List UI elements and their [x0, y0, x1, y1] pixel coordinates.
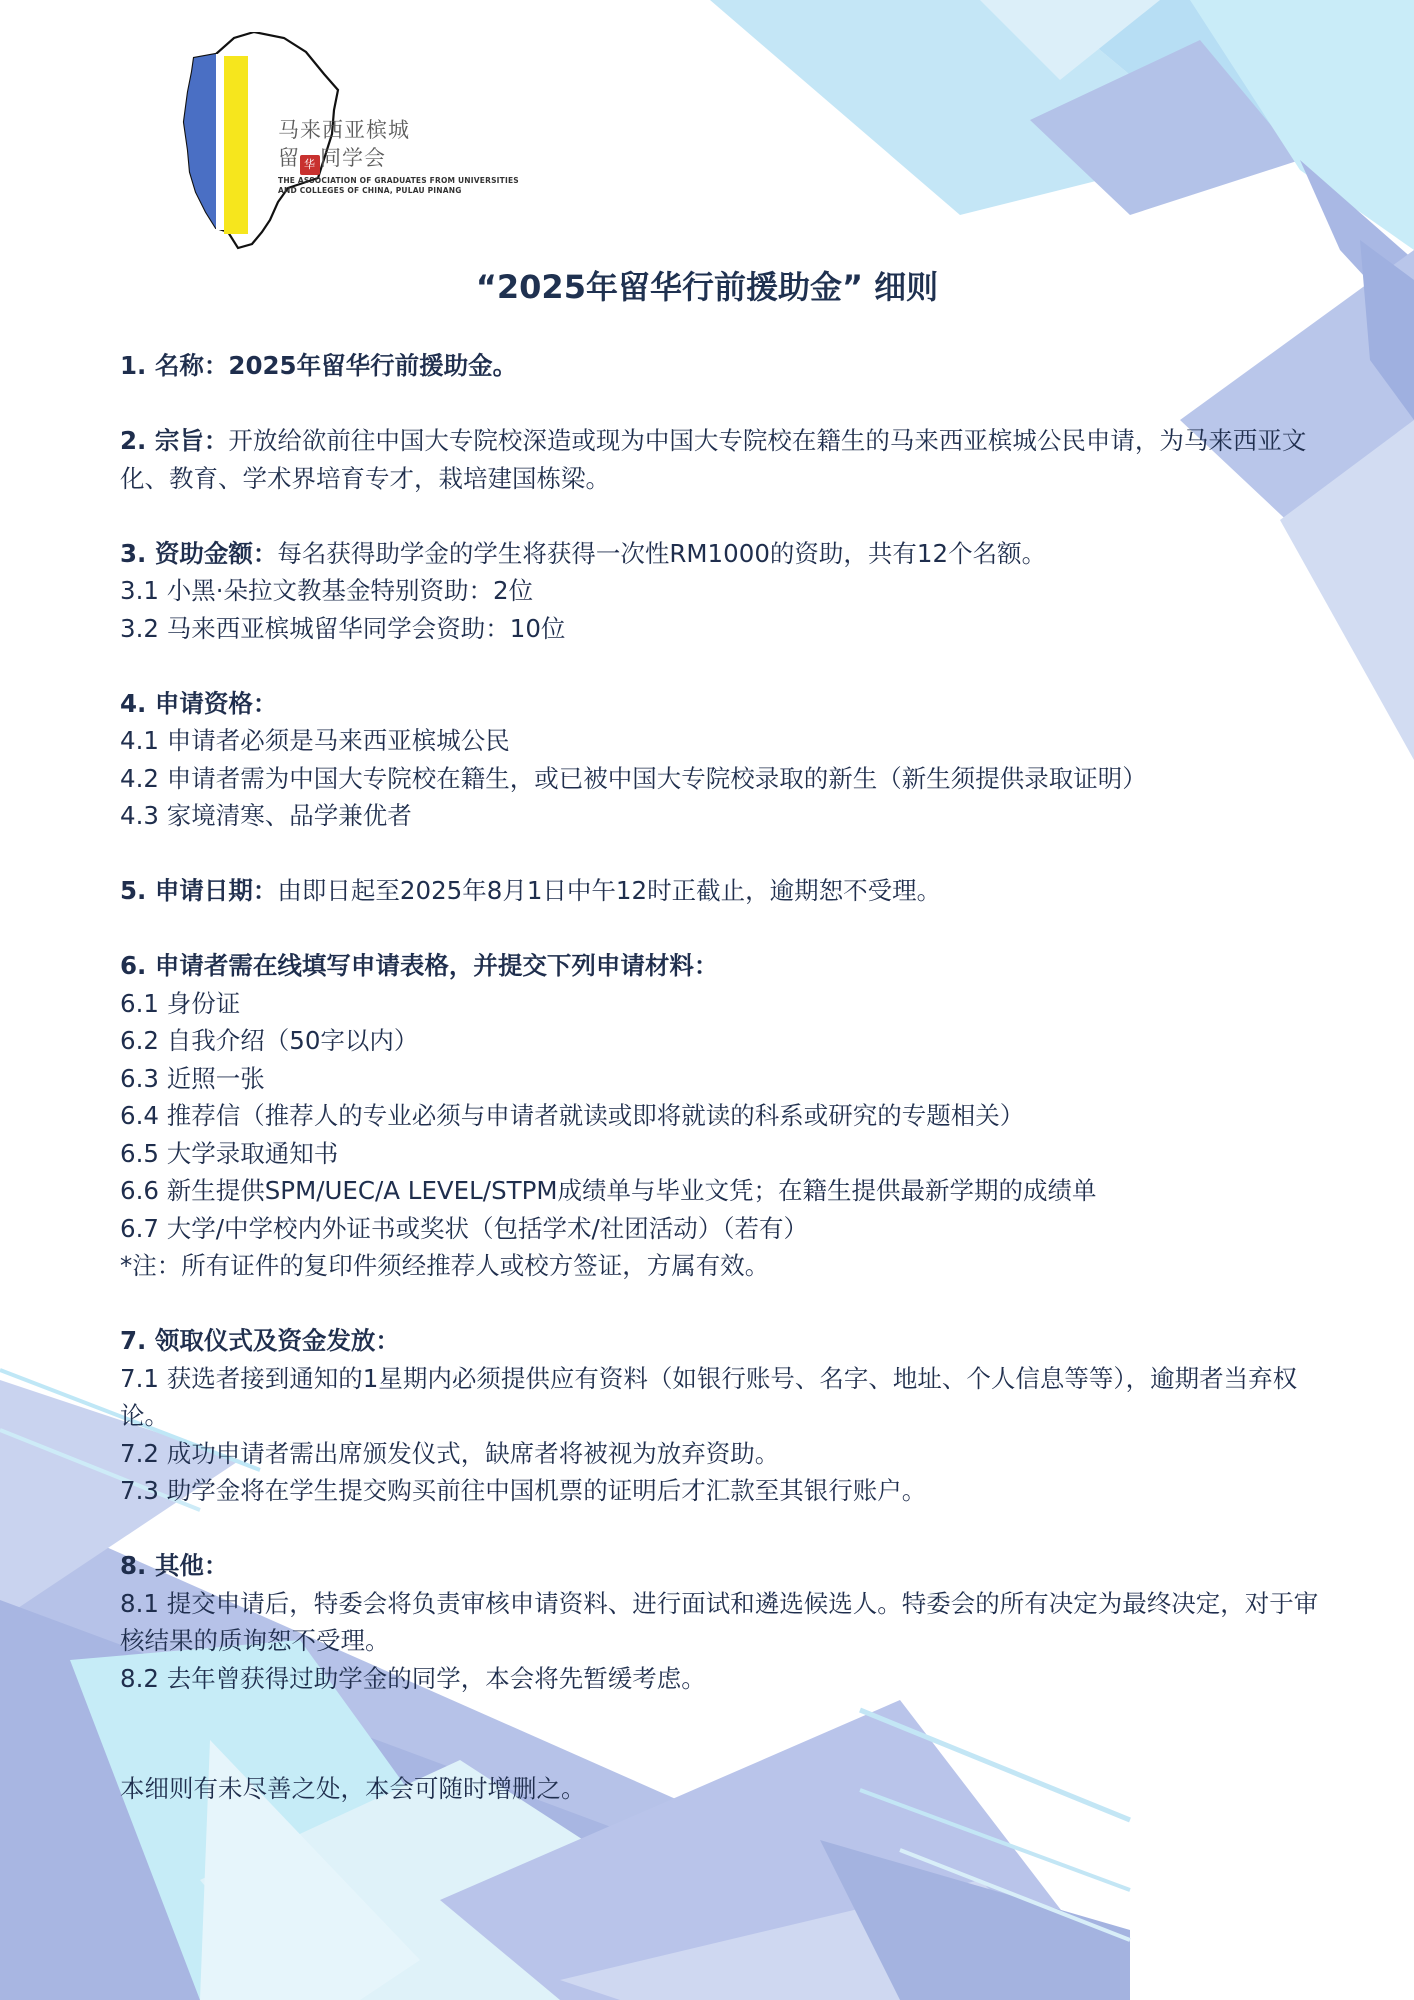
list-item: 8.2 去年曾获得过助学金的同学，本会将先暂缓考虑。 — [120, 1663, 706, 1693]
section-4 — [120, 685, 1330, 723]
list-item: 6.1 身份证 — [120, 988, 241, 1018]
section-heading: 4. 申请资格： — [120, 688, 278, 718]
list-item: 7.3 助学金将在学生提交购买前往中国机票的证明后才汇款至其银行账户。 — [120, 1476, 927, 1505]
section-heading: 7. 领取仪式及资金发放： — [120, 1326, 400, 1355]
logo-name-en-line2: AND COLLEGES OF CHINA, PULAU PINANG — [278, 186, 462, 195]
section-7 — [120, 1322, 1330, 1360]
list-item: 7.2 成功申请者需出席颁发仪式，缺席者将被视为放弃资助。 — [120, 1438, 780, 1468]
section-heading: 6. 申请者需在线填写申请表格，并提交下列申请材料： — [120, 951, 719, 980]
list-item: 6.6 新生提供SPM/UEC/A LEVEL/STPM成绩单与毕业文凭；在籍生提供最新学期的成绩单 — [120, 1176, 1097, 1205]
list-item: 3.1 小黑·朵拉文教基金特别资助：2位 — [120, 576, 534, 605]
section-2 — [120, 422, 1330, 497]
logo-name-cn-line2-a: 留 — [278, 146, 300, 170]
section-heading: 3. 资助金额： — [120, 538, 278, 568]
section-heading: 1. 名称： — [120, 351, 229, 380]
section-body: 由即日起至2025年8月1日中午12时正截止，逾期恕不受理。 — [277, 876, 942, 905]
logo-name-en-line1: THE ASSOCIATION OF GRADUATES FROM UNIVERSITIES — [278, 176, 519, 185]
logo-name-cn-line1: 马来西亚槟城 — [278, 118, 410, 142]
footer-note: 本细则有未尽善之处，本会可随时增删之。 — [120, 1774, 586, 1803]
section-6 — [120, 947, 1330, 985]
list-item: 8.1 提交申请后，特委会将负责审核申请资料、进行面试和遴选候选人。特委会的所有决定为最终决定，对于审核结果的质询恕不受理。 — [120, 1588, 1319, 1655]
section-8 — [120, 1547, 1330, 1585]
logo-name-en — [278, 176, 519, 196]
note: *注：所有证件的复印件须经推荐人或校方签证，方属有效。 — [120, 1251, 770, 1280]
list-item: 3.2 马来西亚槟城留华同学会资助：10位 — [120, 613, 566, 643]
section-body: 开放给欲前往中国大专院校深造或现为中国大专院校在籍生的马来西亚槟城公民申请，为马来西亚文化、教育、学术界培育专才，栽培建国栋梁。 — [120, 426, 1307, 493]
section-body: 每名获得助学金的学生将获得一次性RM1000的资助，共有12个名额。 — [277, 538, 1047, 568]
logo-name-cn — [278, 116, 410, 175]
list-item: 6.4 推荐信（推荐人的专业必须与申请者就读或即将就读的科系或研究的专题相关） — [120, 1101, 1025, 1130]
section-heading: 8. 其他： — [120, 1551, 229, 1580]
list-item: 6.7 大学/中学校内外证书或奖状（包括学术/社团活动）（若有） — [120, 1213, 809, 1243]
section-1 — [120, 347, 1330, 385]
section-heading: 5. 申请日期： — [120, 876, 278, 905]
section-heading: 2. 宗旨： — [120, 426, 229, 455]
section-body: 2025年留华行前援助金。 — [228, 351, 518, 380]
seal-icon: 华 — [300, 155, 320, 175]
list-item: 4.2 申请者需为中国大专院校在籍生，或已被中国大专院校录取的新生（新生须提供录取证明） — [120, 763, 1147, 793]
rules-content — [120, 347, 1330, 1697]
page-title: “2025年留华行前援助金” 细则 — [475, 268, 939, 306]
list-item: 4.3 家境清寒、品学兼优者 — [120, 801, 412, 830]
logo-name-cn-line2 — [278, 144, 410, 175]
logo-name-cn-line2-b: 同学会 — [320, 146, 386, 170]
list-item: 6.3 近照一张 — [120, 1063, 265, 1093]
section-3 — [120, 535, 1330, 573]
section-5 — [120, 872, 1330, 910]
list-item: 6.5 大学录取通知书 — [120, 1138, 339, 1168]
list-item: 7.1 获选者接到通知的1星期内必须提供应有资料（如银行账号、名字、地址、个人信息等等），逾期者当弃权论。 — [120, 1363, 1298, 1430]
list-item: 4.1 申请者必须是马来西亚槟城公民 — [120, 726, 510, 755]
list-item: 6.2 自我介绍（50字以内） — [120, 1026, 419, 1055]
